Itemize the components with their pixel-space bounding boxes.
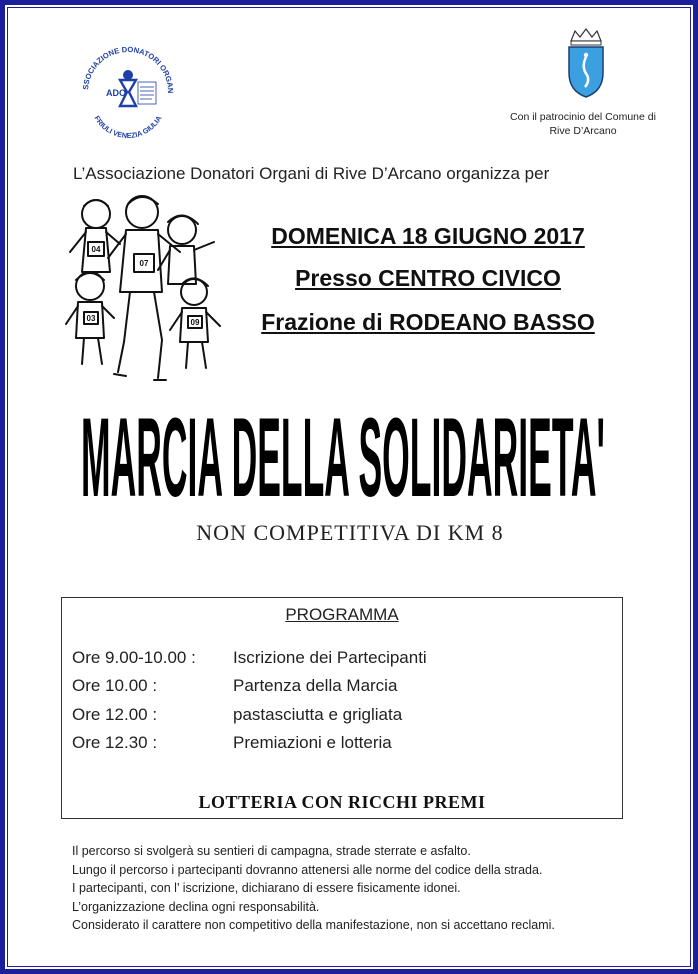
program-row: [72, 733, 612, 757]
event-hamlet: Frazione di RODEANO BASSO: [261, 309, 595, 335]
program-time: Ore 12.00 :: [72, 705, 158, 724]
program-row: [72, 705, 612, 729]
note-line: Il percorso si svolgerà su sentieri di campagna, strade sterrate e asfalto.: [72, 844, 471, 858]
program-time: Ore 10.00 :: [72, 676, 158, 695]
lottery-announcement: LOTTERIA CON RICCHI PREMI: [198, 792, 486, 812]
logo-arc-top-text: SSOCIAZIONE DONATORI ORGAN: [81, 44, 176, 94]
event-place: Presso CENTRO CIVICO: [295, 265, 561, 291]
patronage-line-2: Rive D’Arcano: [549, 125, 617, 137]
patronage-note: [488, 110, 678, 138]
patronage-line-1: Con il patrocinio del Comune di: [510, 111, 656, 123]
program-time: Ore 12.30 :: [72, 733, 158, 752]
bib-number: 07: [139, 259, 149, 268]
note-line: I partecipanti, con l’ iscrizione, dichiarano di essere fisicamente idonei.: [72, 881, 461, 895]
program-row: [72, 648, 612, 672]
children-runners-illustration: [62, 192, 232, 388]
bib-number: 09: [190, 318, 200, 327]
main-title-text: MARCIA DELLA SOLIDARIETA': [81, 395, 605, 512]
program-description: Iscrizione dei Partecipanti: [233, 648, 427, 667]
program-heading: PROGRAMMA: [285, 605, 399, 624]
ado-association-logo: [78, 42, 178, 142]
program-time: Ore 9.00-10.00 :: [72, 648, 196, 667]
svg-text:ASSOCIAZIONE DONATORI ORGANI: [78, 42, 175, 93]
program-box: [61, 597, 623, 819]
intro-text: L’Associazione Donatori Organi di Rive D’Arcano organizza per: [73, 164, 550, 183]
note-line: L’organizzazione declina ogni responsabilità.: [72, 899, 320, 914]
svg-text:FRIULI VENEZIA GIULIA: [93, 114, 164, 140]
logo-arc-bottom-text: FRIULI VENEZIA GIULIA: [92, 114, 164, 141]
program-description: Premiazioni e lotteria: [233, 733, 392, 752]
logo-monogram: ADO: [106, 88, 126, 98]
bib-number: 03: [86, 314, 96, 323]
program-description: pastasciutta e grigliata: [233, 705, 403, 724]
participation-notes: [72, 842, 632, 935]
event-date: DOMENICA 18 GIUGNO 2017: [271, 223, 585, 249]
program-row: [72, 676, 612, 700]
note-line: Lungo il percorso i partecipanti dovranno attenersi alle norme del codice della strada.: [72, 862, 543, 877]
program-description: Partenza della Marcia: [233, 676, 398, 695]
subtitle: NON COMPETITIVA DI KM 8: [196, 520, 504, 545]
bib-number: 04: [91, 245, 101, 254]
comune-coat-of-arms: [566, 27, 606, 99]
main-title: [78, 392, 608, 512]
note-line: Considerato il carattere non competitivo della manifestazione, non si accettano reclami.: [72, 918, 555, 932]
